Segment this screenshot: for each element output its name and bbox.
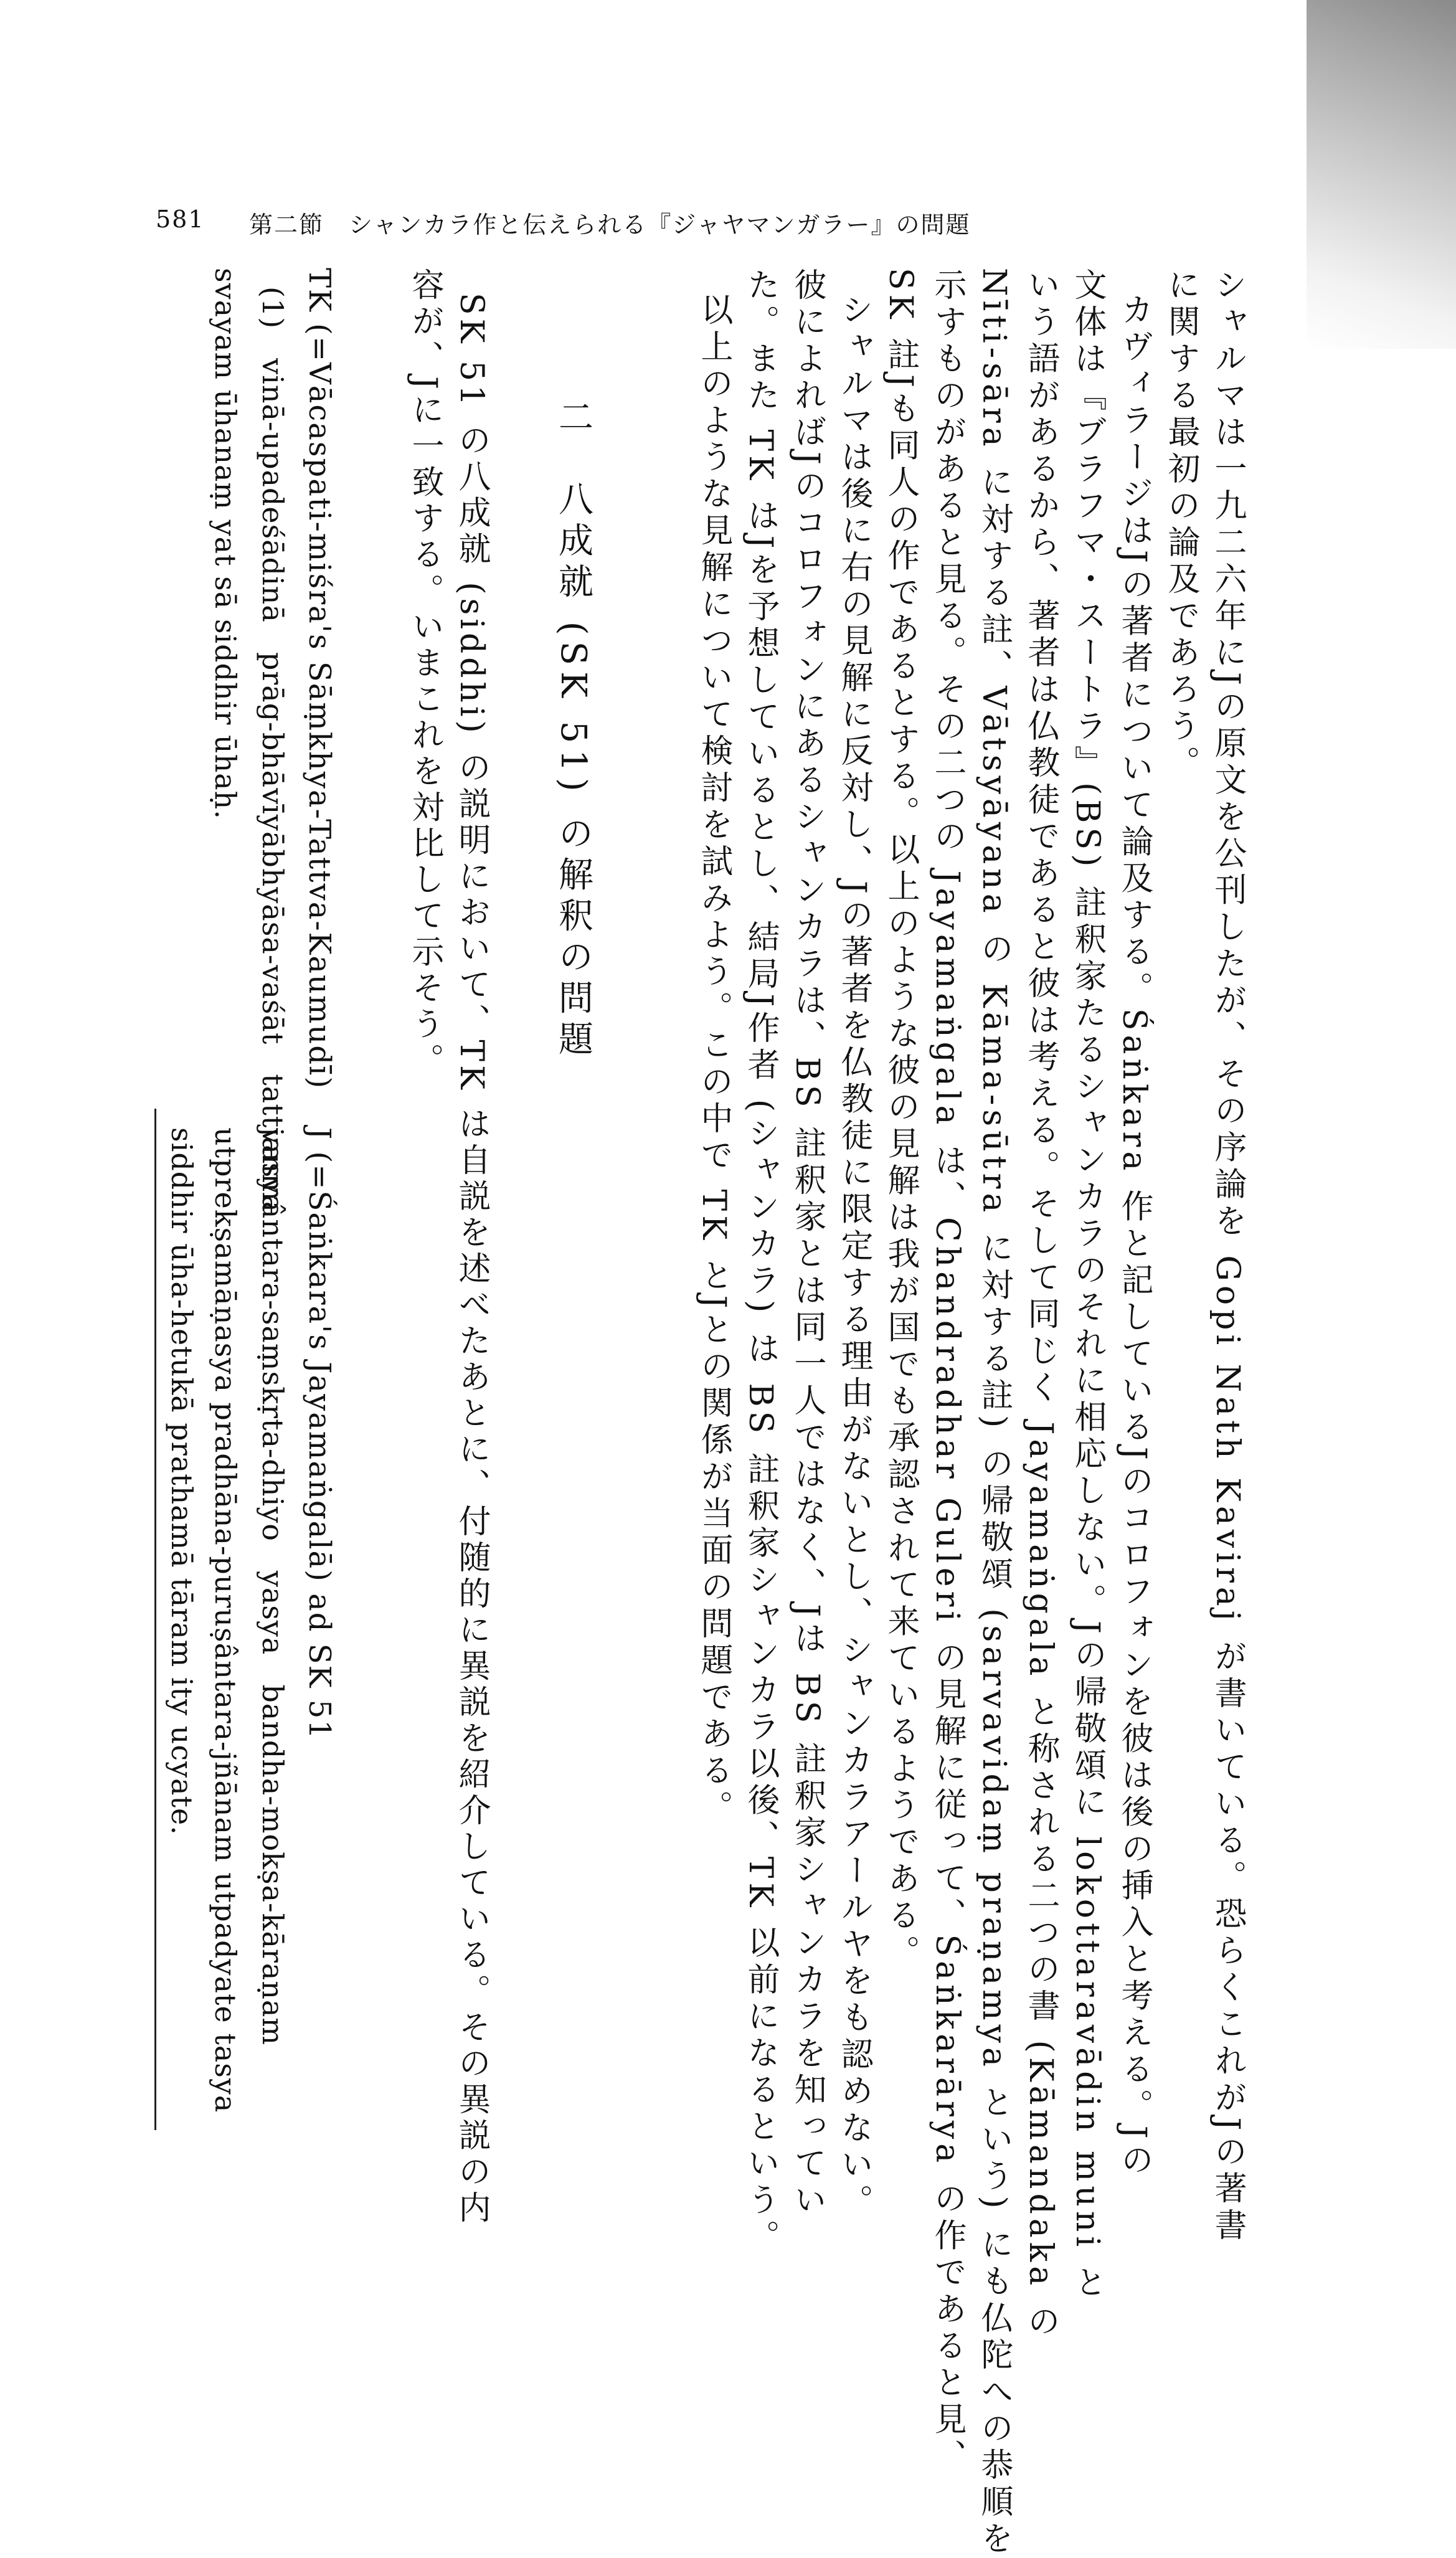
j-line-1: janmântara-saṃskṛta-dhiyo yasya bandha-mokṣa-kāraṇam [256,1127,290,2046]
body-line-4: 文体は『ブラフマ・スートラ』(BS) 註釈家たるシャンカラのそれに相応しない。Jの帰敬頌に lokottaravādin muni と [1069,268,1106,2303]
page-edge-shadow [1307,0,1456,349]
body-line-5: いう語があるから、著者は仏教徒であると彼は考える。そして同じく Jayamaṅgala と称される二つの書 (Kāmandaka の [1022,268,1059,2341]
tk-line-2: svayam ūhanaṃ yat sā siddhir ūhaḥ. [209,268,242,820]
body-line-2: に関する最初の論及であろう。 [1162,268,1199,782]
running-title: 第二節 シャンカラ作と伝えられる『ジャヤマンガラー』の問題 [249,211,971,239]
body-line-12: 以上のような見解について検討を試みよう。この中で TK とJとの関係が当面の問題である。 [695,293,732,1827]
j-heading: J (=Śaṅkara's Jayamaṅgalā) ad SK 51 [302,1127,337,1740]
running-header [156,206,1028,243]
body-line-7: 示すものがあると見る。その二つの Jayamaṅgala は、Chandradhar Guleri の見解に従って、Śaṅkarārya の作であると見、 [929,268,966,2476]
j-line-3: siddhir ūha-hetukā prathamā tāram ity ucyate. [165,1127,199,1836]
tk-heading: TK (=Vācaspati-miśra's Sāṃkhya-Tattva-Kaumudī) [302,268,337,1090]
column-divider [154,1109,156,2130]
body-line-3: カヴィラージはJの著者について論及する。Śaṅkara 作と記しているJのコロフォンを彼は後の挿入と考える。Jの [1115,293,1153,2180]
body-line-9: シャルマは後に右の見解に反対し、Jの著者を仏教徒に限定する理由がないとし、シャンカラアールヤをも認めない。 [835,293,872,2221]
tk-line-1: (1) vinā-upadeśādinā prāg-bhāvīyābhyāsa-vaśāt tattvasya [256,287,290,1213]
section-line-2: 容が、Jに一致する。いまこれを対比して示そう。 [406,268,443,1079]
body-line-1: シャルマは一九二六年にJの原文を公刊したが、その序論を Gopi Nath Kaviraj が書いている。恐らくこれがJの著書 [1209,268,1246,2245]
j-line-2: utprekṣamāṇasya pradhāna-puruṣântara-jñānam utpadyate tasya [209,1127,242,2113]
section-heading: 二 八成就 (SK 51) の解釈の問題 [553,399,593,1062]
body-line-8: SK 註Jも同人の作であるとする。以上のような彼の見解は我が国でも承認されて来ているようである。 [882,268,919,1972]
page-number: 581 [156,206,205,233]
body-line-11: た。また TK はJを予想しているとし、結局J作者 (シャンカラ) は BS 註釈家シャンカラ以後、TK 以前になるという。 [742,268,779,2257]
section-line-1: SK 51 の八成就 (siddhi) の説明において、TK は自説を述べたあとに、付随的に異説を紹介している。その異説の内 [453,293,490,2227]
body-line-10: 彼によればJのコロフォンにあるシャンカラは、BS 註釈家とは同一人ではなく、Jは BS 註釈家シャンカラを知ってい [788,268,826,2220]
body-line-6: Nīti-sāra に対する註、Vātsyāyana の Kāma-sūtra に対する註) の帰敬頌 (sarvavidaṃ praṇamya という) にも仏陀への恭順を [975,268,1013,2558]
